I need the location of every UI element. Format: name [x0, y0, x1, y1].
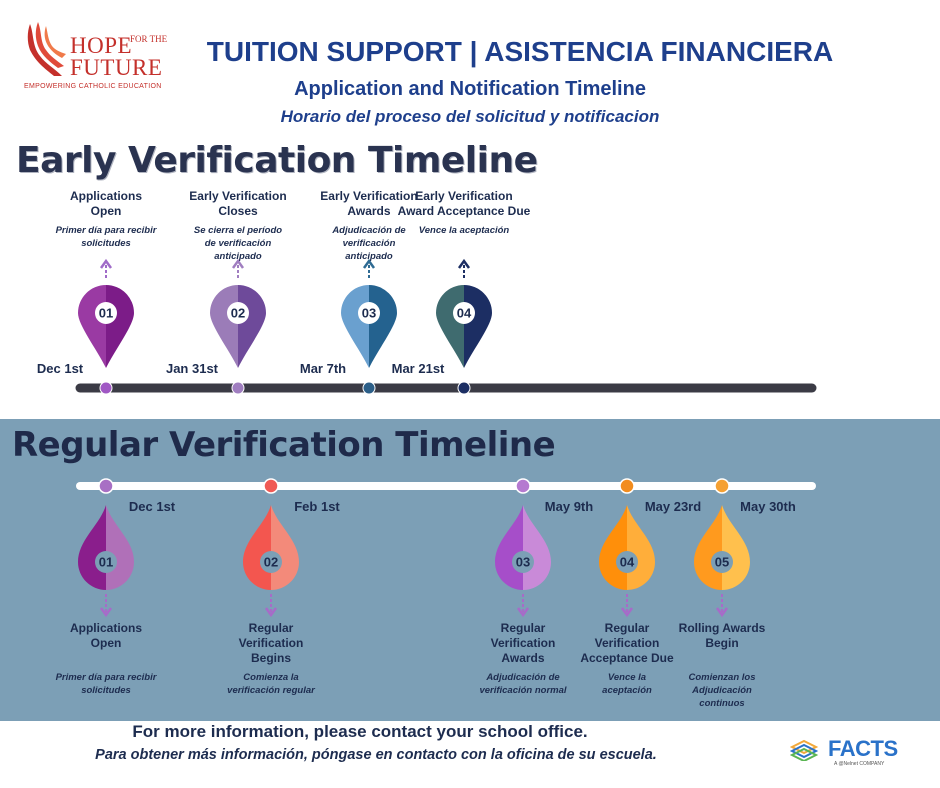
regular-step-title: Regular [500, 621, 546, 635]
early-step-title: Open [90, 204, 122, 218]
early-step-dot [458, 382, 470, 394]
regular-step-title: Open [90, 636, 122, 650]
regular-step-02 [227, 479, 340, 696]
regular-step-title: Acceptance Due [580, 651, 674, 665]
page-subtitle: Application and Notification Timeline [294, 78, 646, 100]
regular-step-title: Rolling Awards [678, 621, 766, 635]
drop-icon-right [722, 505, 750, 590]
regular-step-title: Awards [501, 651, 545, 665]
early-step-desc: Primer día para recibir [55, 225, 157, 236]
early-step-02 [166, 189, 287, 394]
early-step-04 [392, 189, 531, 394]
drop-icon [694, 505, 722, 590]
regular-timeline-title: Regular Verification Timeline [12, 425, 556, 465]
regular-step-desc: Adjudicación de [486, 672, 560, 683]
drop-icon-right [523, 505, 551, 590]
regular-step-title: Verification [238, 636, 304, 650]
regular-step-title: Begin [705, 636, 739, 650]
logo-for-the-text: FOR THE [130, 34, 168, 44]
map-pin-icon [210, 285, 238, 368]
facts-logo-text: FACTS [828, 736, 898, 761]
regular-step-date: May 30th [740, 499, 796, 514]
early-step-number: 02 [230, 305, 246, 321]
regular-step-title: Verification [594, 636, 660, 650]
regular-step-03 [479, 479, 593, 696]
early-step-number: 04 [456, 305, 472, 321]
regular-step-number: 05 [714, 554, 730, 570]
early-step-number: 03 [361, 305, 377, 321]
regular-step-desc: Vence la [607, 672, 647, 683]
page-title: TUITION SUPPORT | ASISTENCIA FINANCIERA [206, 36, 834, 67]
map-pin-icon-right [464, 285, 492, 368]
map-pin-icon-right [369, 285, 397, 368]
early-step-desc: verificación [342, 238, 396, 249]
early-step-title: Applications [69, 189, 143, 203]
regular-step-desc: aceptación [602, 685, 652, 696]
contact-info-english: For more information, please contact your school office. [132, 722, 588, 741]
regular-step-desc: Comienza la [243, 672, 299, 683]
early-step-desc: Se cierra el período [193, 225, 283, 236]
map-pin-icon [78, 285, 106, 368]
early-step-title: Early Verification [320, 189, 418, 203]
regular-step-desc: Adjudicación [692, 685, 752, 696]
regular-timeline [0, 470, 940, 720]
map-pin-icon [341, 285, 369, 368]
facts-logo-icon [790, 737, 826, 761]
drop-icon-right [627, 505, 655, 590]
drop-icon-right [106, 505, 134, 590]
drop-icon-right [271, 505, 299, 590]
facts-logo-subtext: A @Nelnet COMPANY [834, 761, 885, 767]
early-step-title: Award Acceptance Due [397, 204, 531, 218]
early-step-title: Early Verification [415, 189, 513, 203]
contact-info-spanish: Para obtener más información, póngase en contacto con la oficina de su escuela. [95, 747, 657, 763]
early-step-desc: solicitudes [81, 238, 131, 249]
regular-step-title: Begins [250, 651, 292, 665]
drop-icon [243, 505, 271, 590]
drop-icon [495, 505, 523, 590]
page-subtitle-spanish: Horario del proceso del solicitud y notificacion [280, 107, 660, 126]
logo-future-text: FUTURE [70, 55, 163, 80]
regular-step-dot [99, 479, 113, 493]
regular-step-title: Applications [69, 621, 143, 635]
early-step-desc: Adjudicación de [332, 225, 406, 236]
regular-step-number: 03 [515, 554, 531, 570]
early-step-date: Mar 21st [391, 361, 445, 376]
early-step-desc: de verificación [204, 238, 272, 249]
early-step-number: 01 [98, 305, 114, 321]
early-timeline [0, 180, 940, 410]
map-pin-icon-right [106, 285, 134, 368]
drop-icon [599, 505, 627, 590]
regular-step-desc: continuos [699, 698, 745, 709]
early-step-title: Closes [218, 204, 258, 218]
regular-step-number: 02 [263, 554, 279, 570]
regular-step-dot [715, 479, 729, 493]
regular-step-dot [620, 479, 634, 493]
regular-step-desc: verificación normal [479, 685, 567, 696]
early-step-01 [37, 189, 158, 394]
early-step-date: Jan 31st [165, 361, 219, 376]
regular-step-desc: Comienzan los [688, 672, 756, 683]
regular-step-date: Feb 1st [294, 499, 340, 514]
early-step-dot [232, 382, 244, 394]
regular-step-dot [264, 479, 278, 493]
drop-icon [78, 505, 106, 590]
regular-step-01 [56, 479, 176, 696]
regular-step-desc: verificación regular [227, 685, 315, 696]
regular-step-number: 04 [619, 554, 635, 570]
early-step-title: Early Verification [189, 189, 287, 203]
regular-step-desc: Primer día para recibir [55, 672, 157, 683]
regular-step-dot [516, 479, 530, 493]
early-step-dot [100, 382, 112, 394]
logo-hope-text: HOPE [70, 33, 133, 58]
early-step-desc: anticipado [345, 251, 393, 262]
early-step-title: Awards [347, 204, 391, 218]
regular-step-date: May 9th [544, 499, 594, 514]
map-pin-icon-right [238, 285, 266, 368]
logo-tagline: EMPOWERING CATHOLIC EDUCATION [24, 83, 162, 90]
early-step-desc: Vence la aceptación [418, 225, 510, 236]
regular-step-title: Regular [248, 621, 294, 635]
early-step-date: Dec 1st [36, 361, 84, 376]
regular-step-date: May 23rd [644, 499, 702, 514]
map-pin-icon [436, 285, 464, 368]
early-step-desc: anticipado [214, 251, 262, 262]
regular-step-desc: solicitudes [81, 685, 131, 696]
early-step-dot [363, 382, 375, 394]
early-timeline-title: Early Verification Timeline [16, 140, 538, 181]
early-step-date: Mar 7th [299, 361, 347, 376]
regular-step-date: Dec 1st [128, 499, 176, 514]
regular-step-title: Verification [490, 636, 556, 650]
regular-step-title: Regular [604, 621, 650, 635]
regular-step-04 [580, 479, 701, 696]
regular-step-number: 01 [98, 554, 114, 570]
